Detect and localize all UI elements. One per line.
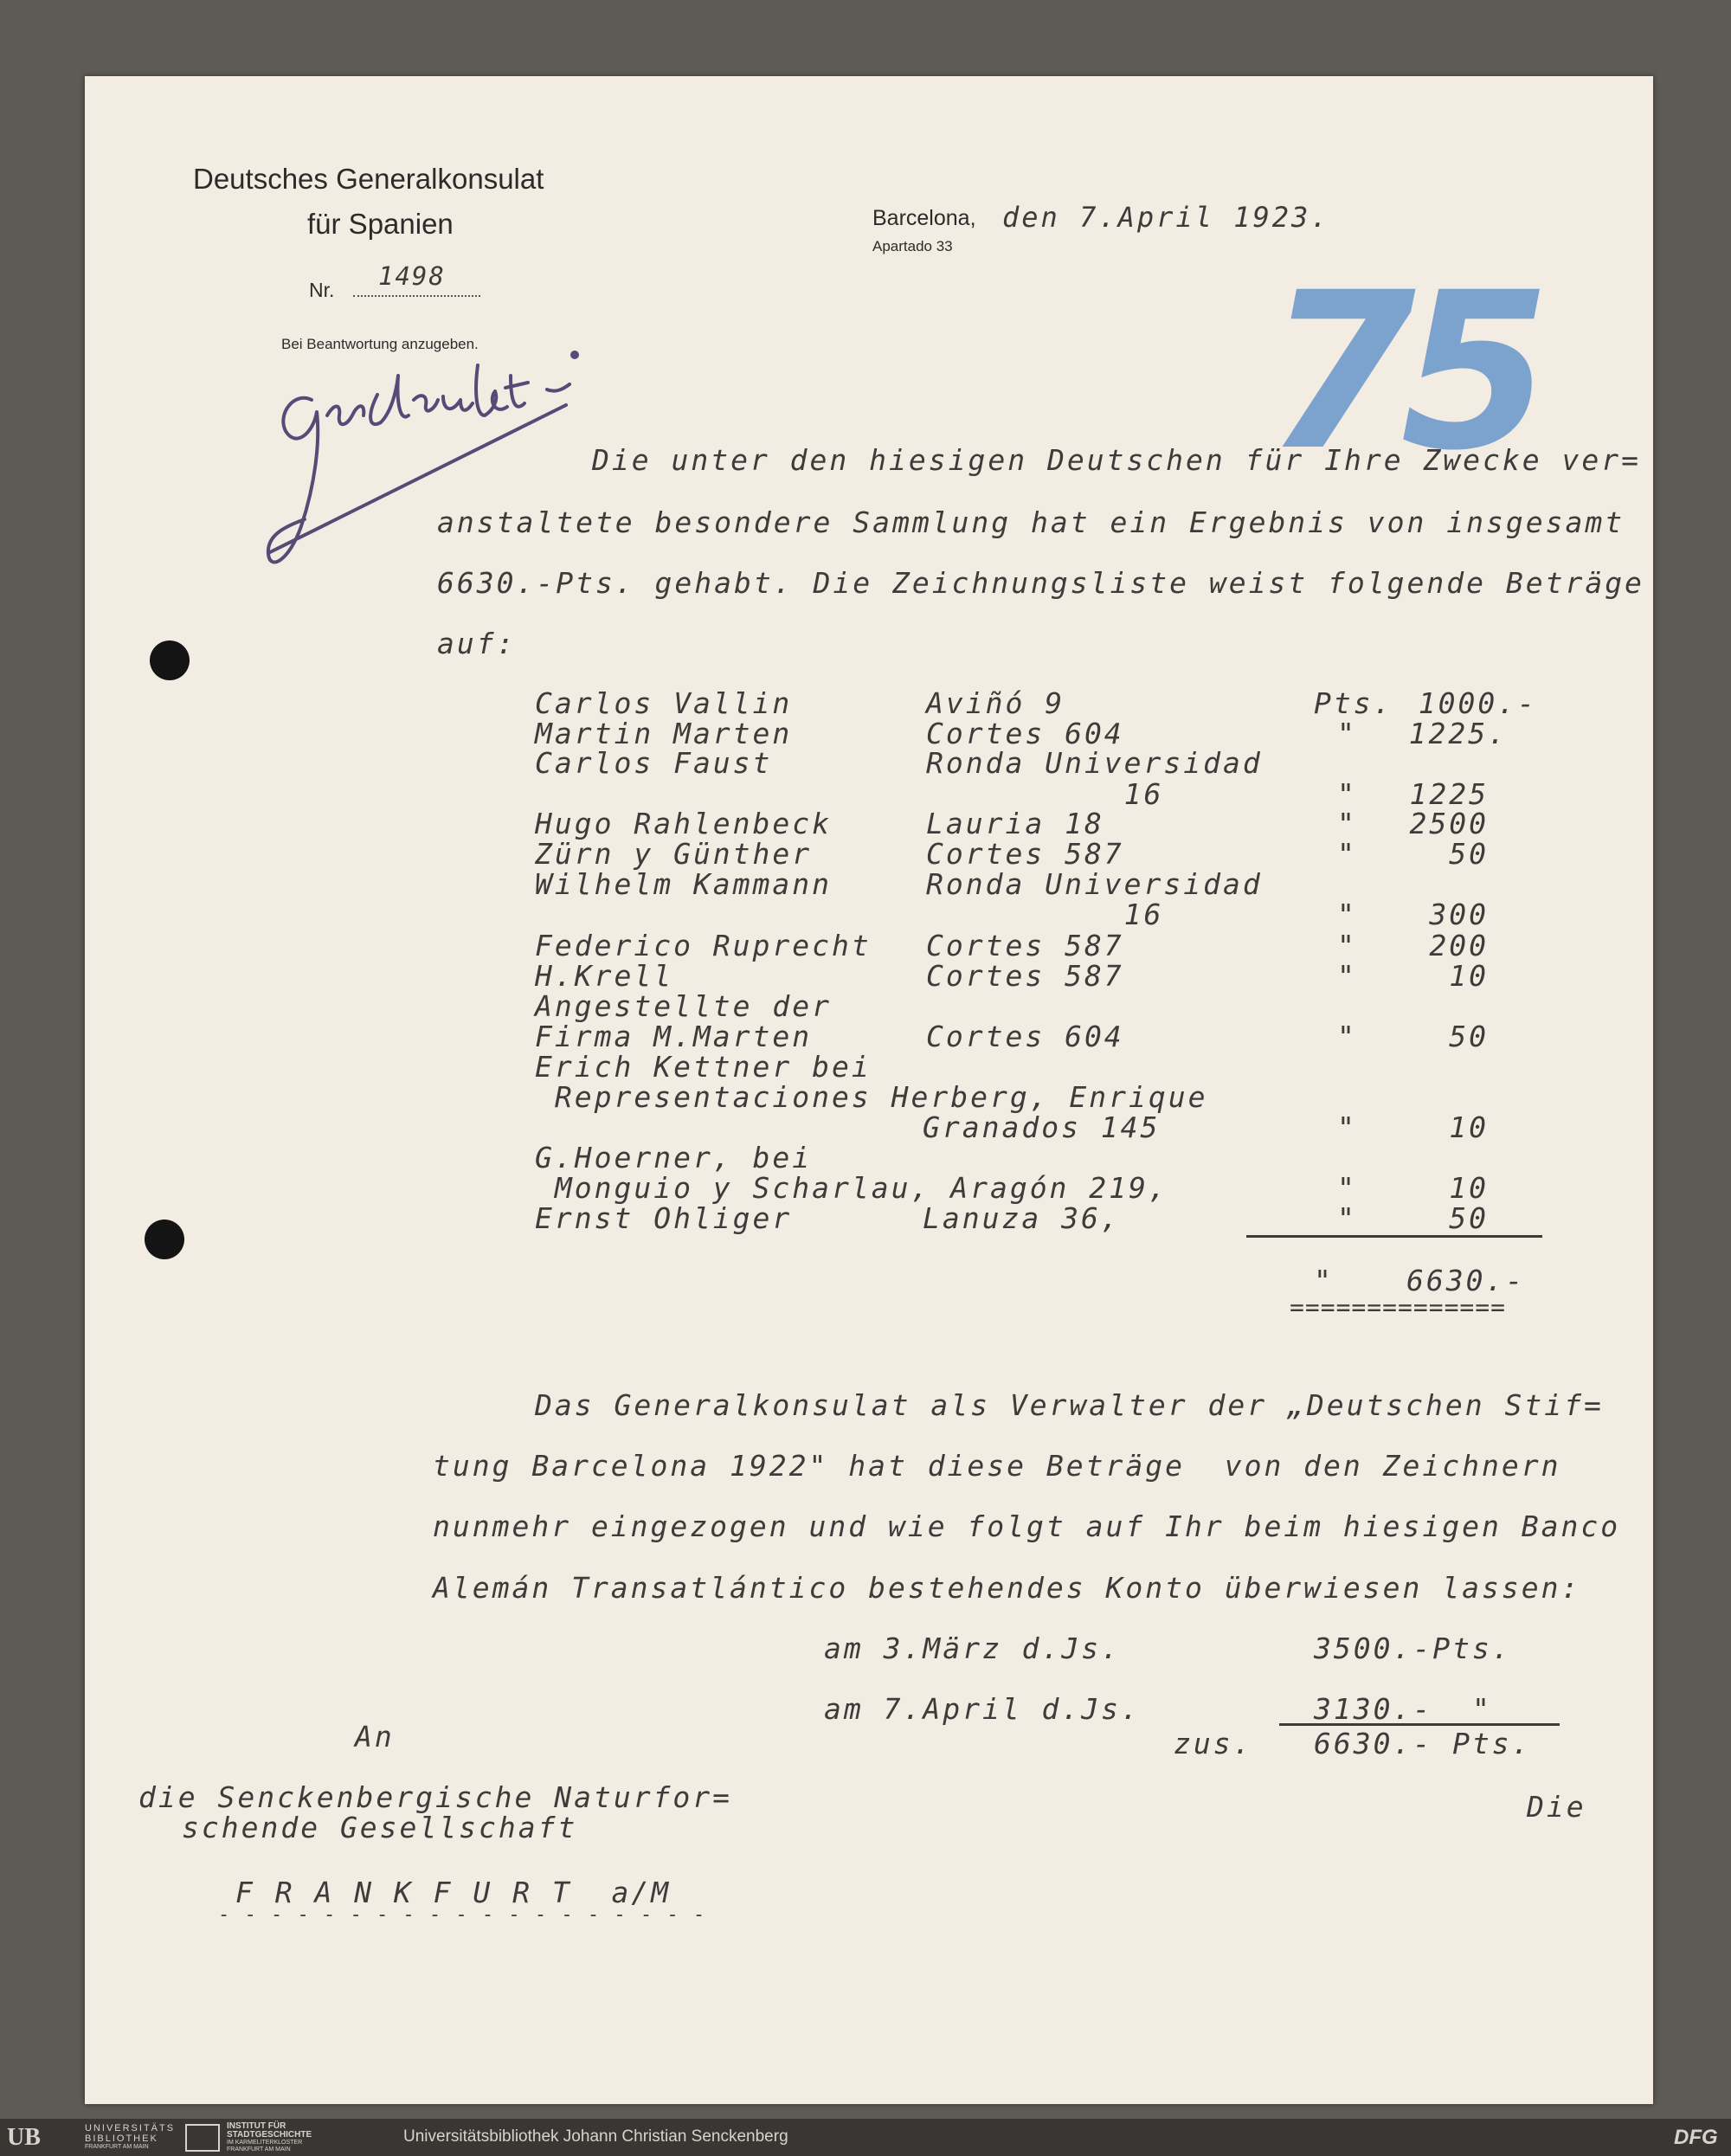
total-double-rule: ============== (1290, 1293, 1507, 1322)
paragraph-2-line-1: Das Generalkonsulat als Verwalter der „Deutschen Stif= (535, 1388, 1604, 1422)
ditto-mark: " (1337, 777, 1357, 811)
dfg-logo: DFG (1674, 2126, 1718, 2149)
subscriber-amount: 200 (1429, 929, 1489, 962)
subscriber-amount: 10 (1449, 1171, 1489, 1205)
digitization-footer (0, 2119, 1731, 2156)
ditto-mark: " (1337, 1201, 1357, 1235)
currency-mark: Pts. (1314, 686, 1393, 720)
letterhead-line-2: für Spanien (307, 208, 454, 240)
subscriber-amount: 2500 (1409, 807, 1489, 840)
subscriber-address: Ronda Universidad (926, 746, 1263, 780)
ditto-mark: " (1337, 959, 1357, 993)
letterhead-line-1: Deutsches Generalkonsulat (193, 163, 544, 195)
subscriber-amount: 50 (1449, 837, 1489, 871)
page-continuation-word: Die (1527, 1790, 1586, 1824)
sum-amount: 6630.- Pts. (1314, 1727, 1532, 1760)
paragraph-1-line-2: anstaltete besondere Sammlung hat ein Ergebnis von insgesamt (437, 505, 1625, 539)
subscriber-address: Cortes 587 (926, 929, 1124, 962)
subscriber-name: Representaciones Herberg, Enrique (535, 1080, 1208, 1114)
subscriber-amount: 50 (1449, 1201, 1489, 1235)
transfer-1-date: am 3.März d.Js. (824, 1631, 1122, 1665)
subscriber-amount: 50 (1449, 1020, 1489, 1053)
library-name: Universitätsbibliothek Johann Christian Senckenberg (403, 2127, 788, 2146)
recipient-line-1: die Senckenbergische Naturfor= (138, 1780, 733, 1814)
reference-number-label: Nr. (309, 279, 335, 301)
recipient-line-2: schende Gesellschaft (182, 1811, 578, 1844)
subscriber-address: Cortes 587 (926, 959, 1124, 993)
ditto-mark: " (1337, 929, 1357, 962)
subscriber-amount: 1000.- (1418, 686, 1537, 720)
sum-underline (1279, 1723, 1560, 1726)
ditto-mark: " (1337, 717, 1357, 750)
total-amount: 6630.- (1406, 1264, 1526, 1297)
institute-text-line-4: FRANKFURT AM MAIN (227, 2146, 291, 2153)
paragraph-2-line-4: Alemán Transatlántico bestehendes Konto überwiesen lassen: (433, 1571, 1581, 1605)
reference-number-value: 1498 (378, 261, 446, 291)
subscriber-address: Lanuza 36, (923, 1201, 1121, 1235)
ditto-mark: " (1337, 1110, 1357, 1144)
letter-date: den 7.April 1923. (1002, 201, 1330, 234)
paragraph-2-line-2: tung Barcelona 1922" hat diese Beträge von den Zeichnern (433, 1449, 1561, 1483)
subscriber-name: Ernst Ohliger (535, 1201, 793, 1235)
ditto-mark: " (1337, 1171, 1357, 1205)
subscriber-address: Granados 145 (923, 1110, 1161, 1144)
reference-number-dotted-line (353, 295, 480, 297)
subscriber-address: Cortes 587 (926, 837, 1124, 871)
ub-text-line-1: UNIVERSITÄTS (85, 2123, 176, 2133)
subscriber-address: Aviñó 9 (926, 686, 1065, 720)
subscriber-name: Zürn y Günther (535, 837, 813, 871)
subscriber-name: Erich Kettner bei (535, 1050, 872, 1084)
subscriber-name: Wilhelm Kammann (535, 867, 833, 901)
subscriber-name: Monguio y Scharlau, Aragón 219, (535, 1171, 1168, 1205)
transfer-2-date: am 7.April d.Js. (824, 1692, 1141, 1726)
total-underline (1246, 1235, 1542, 1238)
subscriber-address: 16 (926, 777, 1164, 811)
ditto-mark: " (1314, 1264, 1334, 1297)
subscriber-address: Lauria 18 (926, 807, 1104, 840)
subscriber-name: Federico Ruprecht (535, 929, 872, 962)
subscriber-amount: 10 (1449, 959, 1489, 993)
subscriber-name: Firma M.Marten (535, 1020, 813, 1053)
subscriber-name: Angestellte der (535, 989, 833, 1023)
subscriber-address: Cortes 604 (926, 717, 1124, 750)
institute-logo-mark (185, 2124, 220, 2152)
recipient-city: F R A N K F U R T a/M (235, 1876, 672, 1909)
subscriber-address: 16 (926, 898, 1164, 931)
handwritten-gedruckt-annotation (251, 320, 597, 606)
subscriber-amount: 1225 (1409, 777, 1489, 811)
ditto-mark: " (1337, 837, 1357, 871)
subscriber-name: Carlos Vallin (535, 686, 793, 720)
ub-text-line-3: FRANKFURT AM MAIN (85, 2144, 149, 2150)
subscriber-amount: 300 (1429, 898, 1489, 931)
institute-text-line-2: STADTGESCHICHTE (227, 2130, 312, 2140)
subscriber-name: G.Hoerner, bei (535, 1141, 813, 1175)
paragraph-2-line-3: nunmehr eingezogen und wie folgt auf Ihr beim hiesigen Banco (433, 1509, 1621, 1543)
paragraph-1-line-1: Die unter den hiesigen Deutschen für Ihre Zwecke ver= (592, 443, 1641, 477)
recipient-prefix: An (355, 1720, 395, 1754)
subscriber-amount: 10 (1449, 1110, 1489, 1144)
institute-text-line-3: IM KARMELITERKLOSTER (227, 2140, 303, 2146)
transfer-1-amount: 3500.-Pts. (1314, 1631, 1512, 1665)
city-label: Barcelona, (872, 206, 976, 230)
reply-instruction: Bei Beantwortung anzugeben. (281, 336, 479, 352)
paragraph-1-line-4: auf: (437, 627, 517, 660)
subscriber-name: Carlos Faust (535, 746, 773, 780)
transfer-2-amount: 3130.- " (1314, 1692, 1492, 1726)
ub-text-line-2: BIBLIOTHEK (85, 2133, 158, 2144)
subscriber-name: H.Krell (535, 959, 674, 993)
ditto-mark: " (1337, 807, 1357, 840)
ditto-mark: " (1337, 1020, 1357, 1053)
sum-label: zus. (1174, 1727, 1253, 1760)
blue-stamp-number: 75 (1265, 246, 1535, 498)
ditto-mark: " (1337, 898, 1357, 931)
institute-text-line-1: INSTITUT FÜR (227, 2121, 286, 2131)
paragraph-1-line-3: 6630.-Pts. gehabt. Die Zeichnungsliste weist folgende Beträge (437, 566, 1644, 600)
po-box: Apartado 33 (872, 238, 953, 254)
subscriber-address: Cortes 604 (926, 1020, 1124, 1053)
punch-hole-bottom (145, 1220, 184, 1259)
punch-hole-top (150, 640, 190, 680)
subscriber-name: Hugo Rahlenbeck (535, 807, 833, 840)
recipient-city-underline: - - - - - - - - - - - - - - - - - - - (218, 1904, 707, 1926)
subscriber-address: Ronda Universidad (926, 867, 1263, 901)
ub-logo: UB (7, 2124, 41, 2151)
subscriber-amount: 1225. (1408, 717, 1508, 750)
subscriber-name: Martin Marten (535, 717, 793, 750)
